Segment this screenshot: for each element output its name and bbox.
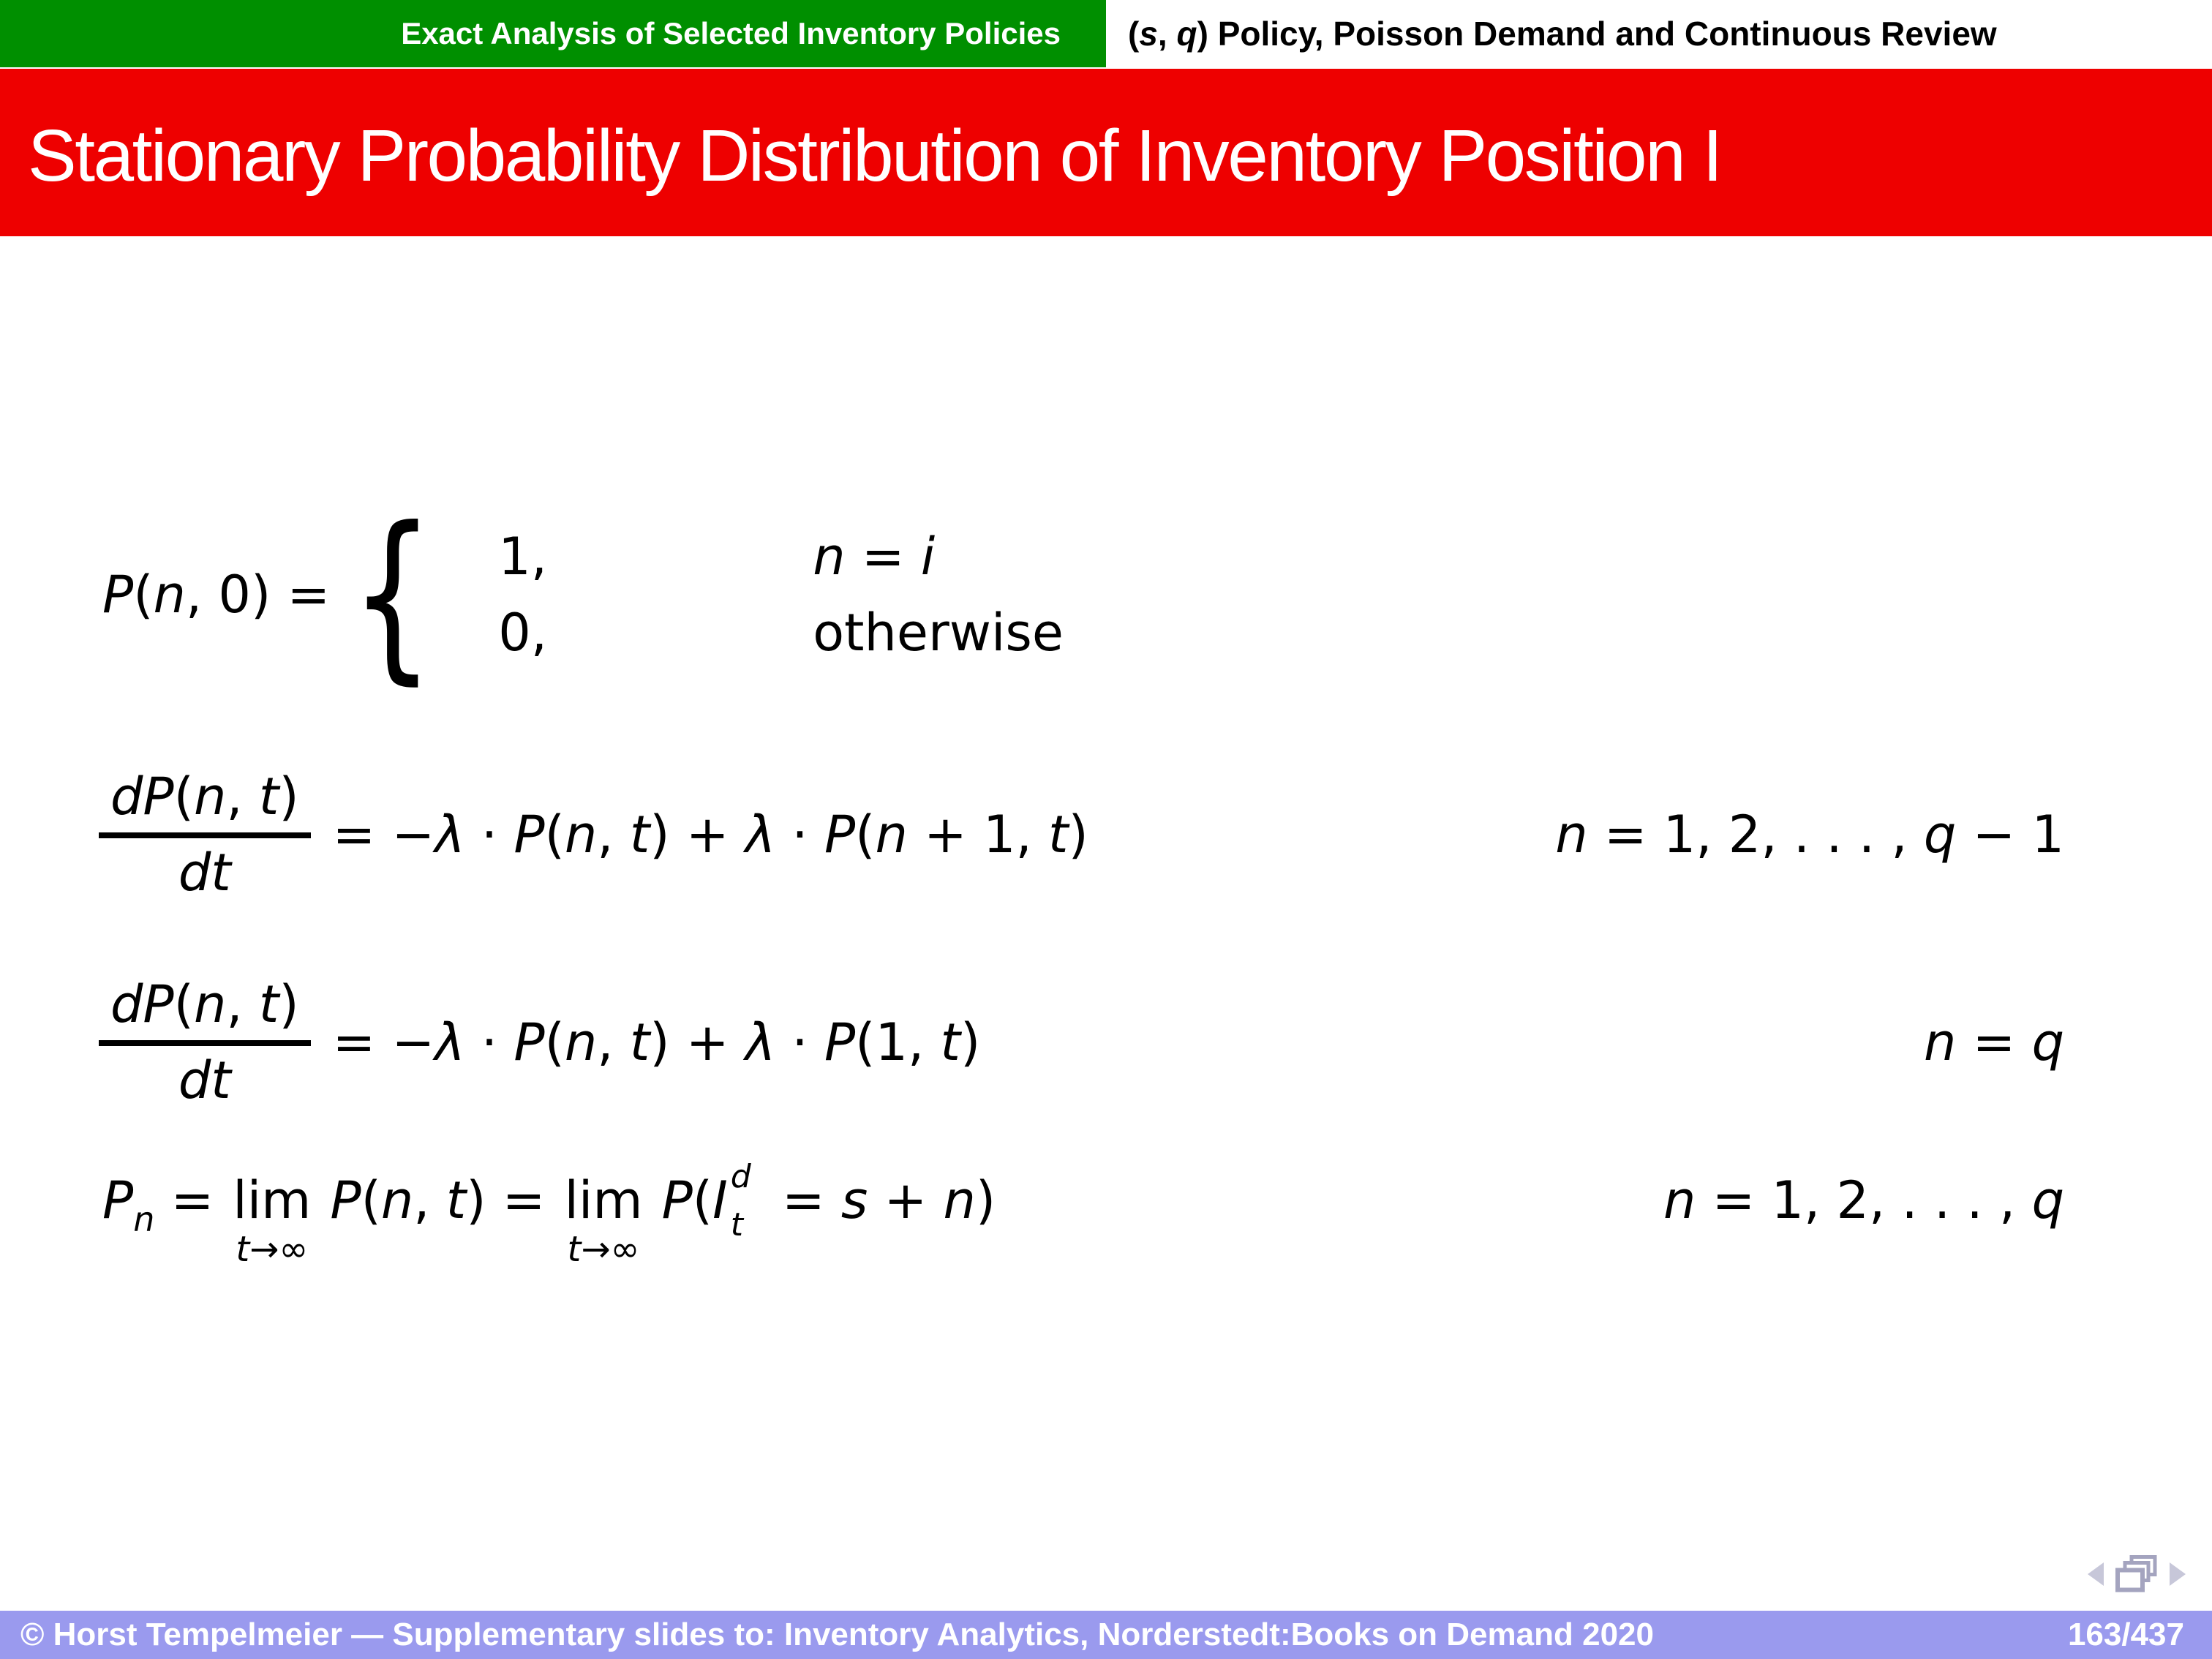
header-section-box [0, 0, 1106, 67]
lim-under: t→∞ [236, 1229, 309, 1270]
header-subsection-title: (s, q) Policy, Poisson Demand and Continuous Review [1128, 15, 1997, 53]
formula-ode-boundary [0, 974, 2212, 1110]
formula-stationary-limit [0, 1158, 2212, 1270]
page-indicator: 163/437 [2067, 1617, 2184, 1652]
navigation-bar [2088, 1555, 2186, 1593]
header-section-title: Exact Analysis of Selected Inventory Policies [401, 16, 1061, 50]
range-annotation: n = 1, 2, . . . , q − 1 [1555, 805, 2064, 865]
stationary-lhs [102, 1170, 214, 1239]
fraction-numerator: dP(n, t) [99, 767, 311, 838]
limit-operator [564, 1170, 643, 1270]
prev-slide-icon[interactable] [2088, 1562, 2104, 1586]
next-slide-icon[interactable] [2170, 1562, 2186, 1586]
cases-brace: { [350, 488, 434, 701]
header-subsection-box [1106, 0, 2212, 67]
tail-close: = s + n) [765, 1170, 996, 1230]
lim-label: lim [233, 1170, 312, 1230]
footer-bar [0, 1611, 2212, 1659]
case-value: 1, [498, 526, 548, 587]
fraction-denominator: dt [178, 1050, 231, 1110]
fraction-denominator: dt [178, 843, 231, 903]
case-condition: n = i [813, 526, 936, 587]
case-value: 0, [498, 602, 548, 663]
copyright-text: © Horst Tempelmeier — Supplementary slides to: Inventory Analytics, Norderstedt:Books on Demand 2020 [20, 1617, 1654, 1652]
equals-sign: = [154, 1170, 214, 1230]
case-condition: otherwise [813, 602, 1064, 663]
stationary-mid: P(n, t) = [330, 1170, 546, 1230]
fraction-numerator: dP(n, t) [99, 974, 311, 1046]
sup-sub-stack [728, 1158, 766, 1244]
inventory-symbol: P(I [661, 1170, 728, 1230]
lim-label: lim [564, 1170, 643, 1230]
P-symbol: P [102, 1170, 134, 1230]
frame-title: Stationary Probability Distribution of Inventory Position I [28, 114, 1721, 197]
range-annotation: n = q [1924, 1012, 2064, 1072]
frame-title-bar [0, 69, 2212, 236]
superscript-d: d [730, 1158, 751, 1195]
cases-rows [458, 527, 1064, 663]
P-subscript: n [133, 1200, 155, 1239]
case-row [458, 527, 1064, 587]
frames-stack-icon[interactable] [2115, 1555, 2158, 1593]
subscript-t: t [730, 1206, 744, 1244]
lim-under: t→∞ [567, 1229, 640, 1270]
case-row [458, 603, 1064, 663]
stationary-tail [661, 1158, 996, 1244]
ode-general-rhs: = −λ · P(n, t) + λ · P(n + 1, t) [332, 805, 1088, 865]
limit-operator [233, 1170, 312, 1270]
derivative-fraction [99, 767, 311, 903]
initial-lhs: P(n, 0) = [102, 564, 331, 625]
range-annotation: n = 1, 2, . . . , q [1663, 1170, 2064, 1230]
ode-boundary-rhs: = −λ · P(n, t) + λ · P(1, t) [332, 1012, 981, 1072]
formula-ode-general [0, 767, 2212, 903]
formula-initial-condition [102, 488, 2212, 701]
derivative-fraction [99, 974, 311, 1110]
